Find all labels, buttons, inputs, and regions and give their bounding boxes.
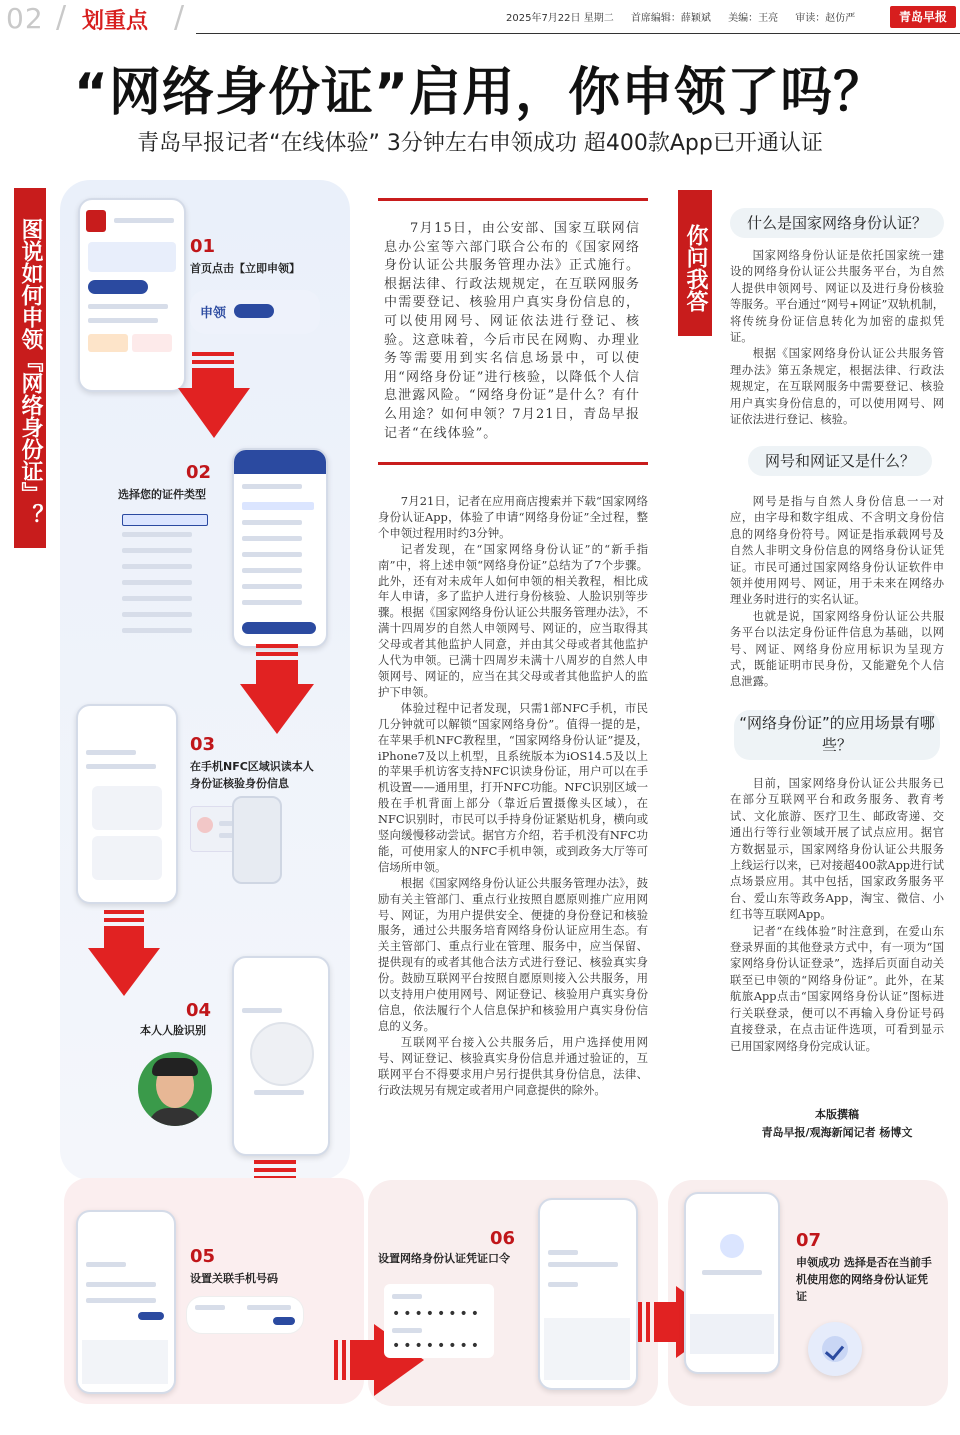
chief-editor: 首席编辑：薛颖斌 [630, 13, 711, 24]
question-heading: 什么是国家网络身份认证？ [730, 208, 944, 238]
success-check-icon [808, 1322, 862, 1376]
phone-screenshot [538, 1198, 638, 1390]
page-number: 02 [6, 2, 44, 35]
phone-screenshot [684, 1192, 780, 1374]
question-heading: “网络身份证”的应用场景有哪些？ [734, 710, 940, 760]
step-number: 02 [186, 462, 212, 483]
step-number: 01 [190, 236, 216, 257]
step-label: 设置关联手机号码 [190, 1272, 278, 1285]
body-paragraph: 互联网平台接入公共服务后，用户选择使用网号、网证登记、核验真实身份信息并通过验证的，互联网平台不得要求用户另行提供其身份信息，法律、行政法规另有规定或者用户同意提供的除外。 [378, 1034, 648, 1097]
password-card: •••••••• •••••••• [384, 1284, 494, 1358]
step-number: 03 [190, 734, 216, 755]
id-type-list [108, 508, 212, 636]
phone-field-card [186, 1296, 304, 1334]
masthead-meta [506, 9, 869, 24]
answer-paragraph: 也就是说，国家网络身份认证公共服务平台以法定身份证件信息为基础，以网号、网证、网络身份应用标识为呈现方式，既能证明市民身份，又能避免个人信息泄露。 [730, 609, 944, 689]
step-label: 选择您的证件类型 [118, 488, 206, 501]
step-label: 申领成功 选择是否在当前手机使用您的网络身份认证凭证 [796, 1256, 932, 1303]
answer-paragraph: 记者“在线体验”时注意到，在爱山东登录界面的其他登录方式中，有一项为“国家网络身份认证登录”，选择后页面自动关联至已申领的“网络身份证”。此外，在某航旅App点击“国家网络身份认证”图标进行关联登录，便可以不再输入身份证号码直接登录，在点击证件选项，可看到显示已用国家网络身份完成认证。 [730, 924, 944, 1053]
issue-date: 2025年7月22日 星期二 [506, 13, 614, 24]
phone-screenshot [232, 448, 328, 648]
subheadline: 青岛早报记者“在线体验” 3分钟左右申领成功 超400款App已开通认证 [137, 131, 823, 156]
newspaper-logo: 青岛早报 [890, 6, 956, 28]
header-rule [196, 33, 960, 34]
body-paragraph: 记者发现，在“国家网络身份认证”的“新手指南”中，将上述申领“网络身份证”总结为了7个步骤。此外，还有对未成年人如何申领的相关教程，相比成年人申请，多了监护人进行身份核验、人脸识别等步骤。根据《国家网络身份认证公共服务管理办法》，不满十四周岁的自然人申领网号、网证的，应当取得其父母或者其他监护人同意，并由其父母或者其他监护人代为申领。已满十四周岁未满十八周岁的自然人申领网号、网证的，应当在其父母或者其他监护人的监护下申领。 [378, 541, 648, 699]
divider-slash: / [174, 0, 185, 35]
rule [378, 198, 648, 201]
divider-slash: / [56, 0, 67, 35]
answer-paragraph: 根据《国家网络身份认证公共服务管理办法》第五条规定，根据法律、行政法规规定，在互联网服务中需要登记、核验用户真实身份信息的，可以使用网号、网证依法进行登记、核验。 [730, 347, 944, 427]
phone-screenshot [76, 704, 178, 904]
byline-author: 青岛早报/观海新闻记者 杨博文 [761, 1126, 913, 1139]
avatar [138, 1052, 212, 1126]
phone-screenshot [232, 956, 330, 1156]
answer-paragraph: 国家网络身份认证是依托国家统一建设的网络身份认证公共服务平台，为自然人提供申领网号、网证以及进行身份核验等服务。平台通过“网号+网证”双轨机制，将传统身份证信息转化为加密的虚拟凭证。 [730, 249, 944, 345]
headline: “网络身份证”启用，你申领了吗？ [73, 63, 887, 123]
byline-label: 本版撰稿 [815, 1108, 859, 1121]
body-paragraph: 根据《国家网络身份认证公共服务管理办法》，鼓励有关主管部门、重点行业按照自愿原则推广应用网号、网证，为用户提供安全、便捷的身份登记和核验服务，通过公共服务培育网络身份认证应用生态。有关主管部门、重点行业在管理、服务中，应当保留、提供现有的或者其他合法方式进行登记、核验真实身份。鼓励互联网平台按照自愿原则接入公共服务，用以支持用户使用网号、网证登记、核验用户真实身份信息，依法履行个人信息保护和核验用户真实身份信息的义务。 [378, 875, 648, 1033]
answer-block [730, 776, 944, 1055]
step-label: 首页点击【立即申领】 [190, 262, 300, 275]
step-label: 在手机NFC区域识读本人身份证核验身份信息 [190, 760, 314, 790]
step-number: 06 [490, 1228, 516, 1249]
proofreader: 审读：赵仿严 [795, 13, 856, 24]
step-label: 本人人脸识别 [140, 1024, 206, 1037]
question-heading: 网号和网证又是什么？ [748, 446, 932, 476]
step-number: 05 [190, 1246, 216, 1267]
face-outline-icon [250, 1022, 314, 1086]
apply-button [234, 304, 274, 318]
answer-block [730, 248, 944, 428]
graphic-banner: 图说如何申领『网络身份证』？ [14, 188, 46, 548]
body-paragraph: 7月21日，记者在应用商店搜索并下载“国家网络身份认证App，体验了申请“网络身份证”全过程，整个申领过程用时约3分钟。 [378, 494, 648, 540]
rule [378, 462, 648, 465]
section-title: 划重点 [82, 9, 149, 34]
article-body [378, 494, 648, 1098]
answer-block [730, 494, 944, 691]
phone-nfc-icon [232, 796, 282, 884]
answer-paragraph: 目前，国家网络身份认证公共服务已在部分互联网平台和政务服务、教育考试、文化旅游、医疗卫生、邮政寄递、交通出行等行业领域开展了试点应用。据官方数据显示，国家网络身份认证公共服务上线运行以来，已对接超400款App进行试点场景应用。其中包括，国家政务服务平台、爱山东等政务App，淘宝、微信、小红书等互联网App。 [730, 777, 944, 922]
article-lead [384, 220, 640, 443]
page-header [0, 0, 960, 36]
step-label: 设置网络身份认证凭证口令 [378, 1252, 510, 1265]
phone-screenshot [78, 198, 186, 392]
step-number: 04 [186, 1000, 212, 1021]
body-paragraph: 体验过程中记者发现，只需1部NFC手机，市民几分钟就可以解锁“国家网络身份”。值得一提的是，在苹果手机NFC教程里，“国家网络身份认证”提及，iPhone7及以上机型，且系统版本为iOS14.5及以上的苹果手机访客支持NFC识读身份证，用户可以在手机设置——通用里，打开NFC功能。NFC识别区域一般在手机背面上部分（靠近后置摄像头区域），在NFC识别时，市民可以手持身份证紧贴机身，横向或竖向缓慢移动尝试。据官方介绍，若手机没有NFC功能，可使用家人的NFC手机申领，或到政务大厅等可信场所申领。 [378, 700, 648, 874]
app-logo-icon [86, 210, 106, 232]
qa-banner: 你问我答 [678, 190, 712, 336]
lead-paragraph: 7月15日，由公安部、国家互联网信息办公室等六部门联合公布的《国家网络身份认证公共服务管理办法》正式施行。根据法律、行政法规规定，在互联网服务中需要登记、核验用户真实身份信息的，可以使用网号、网证依法进行登记、核验。这意味着，今后市民在网购、办理业务等需要用到实名信息场景中，可以使用“网络身份证”进行核验，以降低个人信息泄露风险。“网络身份证”是什么？有什么用途？如何申领？7月21日，青岛早报记者“在线体验”。 [384, 221, 640, 441]
answer-paragraph: 网号是指与自然人身份信息一一对应，由字母和数字组成、不含明文身份信息的网络身份符号。网证是指承载网号及自然人非明文身份信息的网络身份认证凭证。市民可通过国家网络身份认证软件申领并使用网号、网证，用于未来在网络办理业务时进行的实名认证。 [730, 495, 944, 607]
apply-card [190, 290, 320, 334]
check-icon [720, 1234, 744, 1258]
step-number: 07 [796, 1230, 822, 1251]
phone-screenshot [76, 1210, 176, 1394]
designer: 美编：王亮 [728, 13, 779, 24]
apply-label: 申领 [200, 306, 227, 321]
